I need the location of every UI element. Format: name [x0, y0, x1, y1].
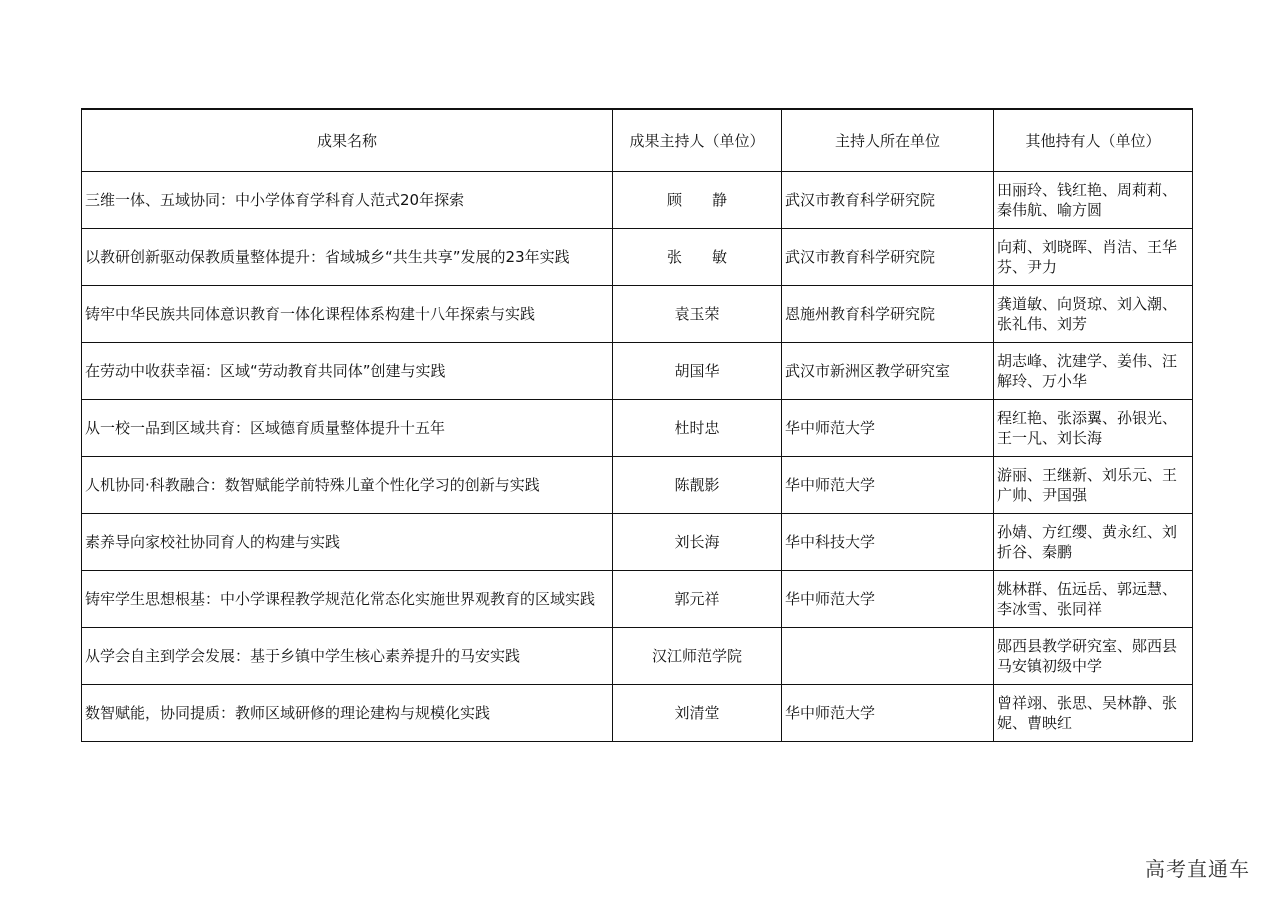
header-other-holders: 其他持有人（单位）: [994, 109, 1193, 172]
other-holders: 游丽、王继新、刘乐元、王广帅、尹国强: [994, 457, 1193, 514]
other-holders: 姚林群、伍远岳、郭远慧、李冰雪、张同祥: [994, 571, 1193, 628]
achievement-title: 三维一体、五域协同：中小学体育学科育人范式20年探索: [82, 172, 613, 229]
table-row: [82, 628, 1193, 685]
achievement-title: 从一校一品到区域共育：区域德育质量整体提升十五年: [82, 400, 613, 457]
header-host: 成果主持人（单位）: [613, 109, 782, 172]
host-name: 郭元祥: [613, 571, 782, 628]
achievement-title: 人机协同·科教融合：数智赋能学前特殊儿童个性化学习的创新与实践: [82, 457, 613, 514]
achievement-title: 素养导向家校社协同育人的构建与实践: [82, 514, 613, 571]
table-row: [82, 400, 1193, 457]
header-host-unit: 主持人所在单位: [782, 109, 994, 172]
host-unit: [782, 628, 994, 685]
achievement-title: 数智赋能，协同提质：教师区域研修的理论建构与规模化实践: [82, 685, 613, 742]
table-row: [82, 571, 1193, 628]
results-table: [81, 108, 1193, 742]
host-unit: 华中科技大学: [782, 514, 994, 571]
other-holders: 程红艳、张添翼、孙银光、王一凡、刘长海: [994, 400, 1193, 457]
host-name: 刘清堂: [613, 685, 782, 742]
table-row: [82, 229, 1193, 286]
other-holders: 孙婧、方红缨、黄永红、刘折谷、秦鹏: [994, 514, 1193, 571]
host-name: 顾 静: [613, 172, 782, 229]
table-row: [82, 343, 1193, 400]
achievement-title: 铸牢中华民族共同体意识教育一体化课程体系构建十八年探索与实践: [82, 286, 613, 343]
host-name: 陈靓影: [613, 457, 782, 514]
host-name: 张 敏: [613, 229, 782, 286]
host-unit: 华中师范大学: [782, 457, 994, 514]
achievement-title: 在劳动中收获幸福：区域“劳动教育共同体”创建与实践: [82, 343, 613, 400]
host-unit: 武汉市教育科学研究院: [782, 229, 994, 286]
header-title: 成果名称: [82, 109, 613, 172]
achievement-title: 以教研创新驱动保教质量整体提升：省域城乡“共生共享”发展的23年实践: [82, 229, 613, 286]
other-holders: 胡志峰、沈建学、姜伟、汪解玲、万小华: [994, 343, 1193, 400]
other-holders: 田丽玲、钱红艳、周莉莉、秦伟航、喻方圆: [994, 172, 1193, 229]
host-unit: 武汉市教育科学研究院: [782, 172, 994, 229]
host-unit: 华中师范大学: [782, 400, 994, 457]
host-unit: 华中师范大学: [782, 685, 994, 742]
host-name: 袁玉荣: [613, 286, 782, 343]
watermark-text: 高考直通车: [1145, 857, 1250, 881]
host-unit: 武汉市新洲区教学研究室: [782, 343, 994, 400]
host-unit: 华中师范大学: [782, 571, 994, 628]
other-holders: 郧西县教学研究室、郧西县马安镇初级中学: [994, 628, 1193, 685]
other-holders: 曾祥翊、张思、吴林静、张妮、曹映红: [994, 685, 1193, 742]
other-holders: 向莉、刘晓晖、肖洁、王华芬、尹力: [994, 229, 1193, 286]
table-row: [82, 172, 1193, 229]
host-unit: 恩施州教育科学研究院: [782, 286, 994, 343]
table-header-row: [82, 109, 1193, 172]
table-row: [82, 286, 1193, 343]
achievement-title: 铸牢学生思想根基：中小学课程教学规范化常态化实施世界观教育的区域实践: [82, 571, 613, 628]
host-name: 杜时忠: [613, 400, 782, 457]
other-holders: 龚道敏、向贤琼、刘入潮、张礼伟、刘芳: [994, 286, 1193, 343]
host-name: 刘长海: [613, 514, 782, 571]
table-row: [82, 514, 1193, 571]
host-name: 汉江师范学院: [613, 628, 782, 685]
table-row: [82, 685, 1193, 742]
host-name: 胡国华: [613, 343, 782, 400]
achievement-title: 从学会自主到学会发展：基于乡镇中学生核心素养提升的马安实践: [82, 628, 613, 685]
table-row: [82, 457, 1193, 514]
